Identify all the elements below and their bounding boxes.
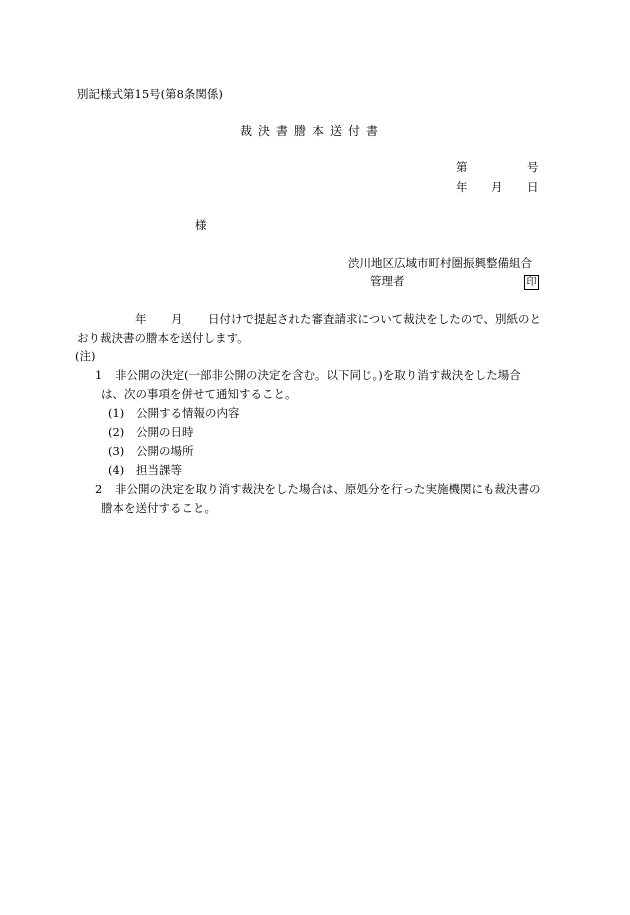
seal-stamp — [524, 274, 539, 290]
seal-text: 印 — [524, 275, 539, 290]
number-go: 号 — [527, 160, 539, 174]
body-year: 年 — [135, 312, 147, 326]
sub-item-3-text: 公開の場所 — [136, 444, 194, 458]
page-title: 裁決書謄本送付書 — [240, 124, 385, 138]
sub-item-2-text: 公開の日時 — [136, 425, 194, 439]
date-day: 日 — [527, 180, 539, 194]
number-dai: 第 — [456, 160, 468, 174]
note-2-line-1: 非公開の決定を取り消す裁決をした場合は、原処分を行った実施機関にも裁決書の — [115, 482, 541, 496]
addressee-sama: 様 — [195, 218, 207, 232]
date-month: 月 — [491, 180, 503, 194]
body-line-2: おり裁決書の謄本を送付します。 — [77, 331, 249, 345]
sender-org: 渋川地区広域市町村圏振興整備組合 — [348, 256, 532, 270]
note-2-line-2: 謄本を送付すること。 — [101, 501, 216, 515]
sub-item-2-number: (2) — [108, 425, 125, 439]
note-2-number: 2 — [95, 482, 103, 496]
sub-item-1-text: 公開する情報の内容 — [136, 406, 240, 420]
sub-item-1-number: (1) — [108, 406, 125, 420]
form-label: 別記様式第15号(第8条関係) — [77, 87, 223, 101]
note-1-number: 1 — [95, 368, 103, 382]
sub-item-4-text: 担当課等 — [136, 463, 182, 477]
note-1-line-1: 非公開の決定(一部非公開の決定を含む。以下同じ。)を取り消す裁決をした場合 — [115, 368, 521, 382]
body-month: 月 — [171, 312, 183, 326]
date-year: 年 — [456, 180, 468, 194]
sender-title: 管理者 — [370, 274, 405, 288]
notes-header: (注) — [75, 349, 96, 363]
body-line-1: 日付けで提起された審査請求について裁決をしたので、別紙のと — [208, 312, 542, 326]
note-1-line-2: は、次の事項を併せて通知すること。 — [101, 387, 297, 401]
sub-item-3-number: (3) — [108, 444, 125, 458]
sub-item-4-number: (4) — [108, 463, 125, 477]
